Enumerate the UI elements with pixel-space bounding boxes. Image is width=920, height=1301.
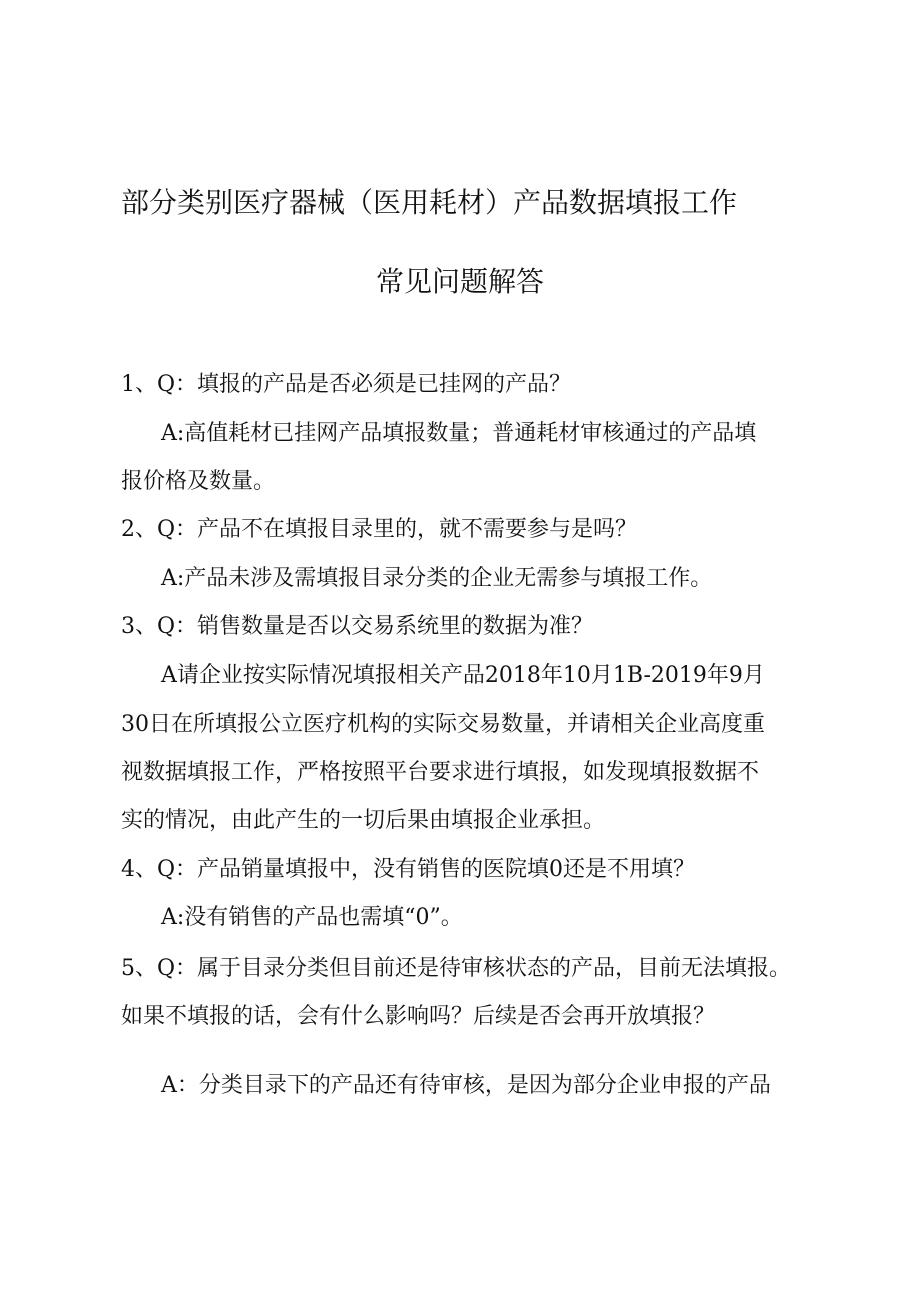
faq-1-answer-line-1: A:高值耗材已挂网产品填报数量；普通耗材审核通过的产品填 <box>161 421 757 446</box>
faq-5-question-line-1: 5、Q：属于目录分类但目前还是待审核状态的产品，目前无法填报。 <box>121 956 792 981</box>
faq-4-question: 4、Q：产品销量填报中，没有销售的医院填0还是不用填？ <box>121 857 696 882</box>
faq-1-question: 1、Q：填报的产品是否必须是已挂网的产品？ <box>121 372 572 397</box>
faq-2-answer-line-1: A:产品未涉及需填报目录分类的企业无需参与填报工作。 <box>161 566 713 591</box>
faq-5-question-line-2: 如果不填报的话，会有什么影响吗？后续是否会再开放填报？ <box>121 1004 716 1029</box>
faq-3-answer-line-4: 实的情况，由此产生的一切后果由填报企业承担。 <box>121 808 606 833</box>
faq-4-answer-line-1: A:没有销售的产品也需填“0”。 <box>161 905 463 930</box>
faq-5-answer-line-1: A：分类目录下的产品还有待审核，是因为部分企业申报的产品 <box>161 1073 771 1098</box>
faq-3-answer-line-2: 30日在所填报公立医疗机构的实际交易数量，并请相关企业高度重 <box>121 712 765 737</box>
faq-1-answer-line-2: 报价格及数量。 <box>121 469 276 494</box>
faq-2-question: 2、Q：产品不在填报目录里的，就不需要参与是吗？ <box>121 517 638 542</box>
document-title-line-2: 常见问题解答 <box>375 265 544 298</box>
faq-3-question: 3、Q：销售数量是否以交易系统里的数据为准？ <box>121 614 594 639</box>
faq-3-answer-line-3: 视数据填报工作，严格按照平台要求进行填报，如发现填报数据不 <box>121 760 760 785</box>
document-title-line-1: 部分类别医疗器械（医用耗材）产品数据填报工作 <box>121 186 738 219</box>
faq-3-answer-line-1: A请企业按实际情况填报相关产品2018年10月1B-2019年9月 <box>161 663 765 688</box>
